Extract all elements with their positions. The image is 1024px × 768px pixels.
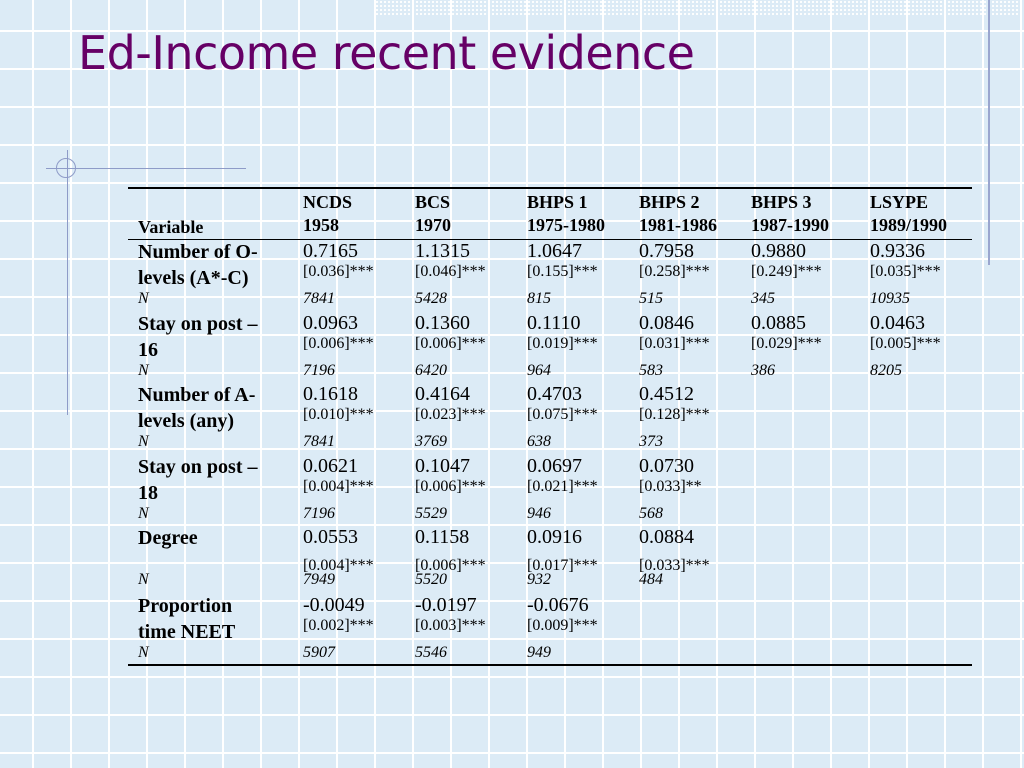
std-error-cell: [0.249]***	[751, 263, 822, 280]
std-error-cell: [0.031]***	[639, 335, 710, 352]
column-header-years: 1975-1980	[527, 215, 605, 235]
coefficient-cell: 0.1618	[303, 383, 358, 405]
row-variable-label: Stay on post –	[138, 313, 258, 335]
coefficient-cell: 0.9880	[751, 240, 806, 262]
coefficient-cell: 0.4164	[415, 383, 470, 405]
sample-size-cell: 345	[751, 290, 775, 307]
sample-size-cell: 5529	[415, 505, 447, 522]
coefficient-cell: 0.0916	[527, 526, 582, 548]
decorative-vertical-line	[67, 150, 68, 415]
std-error-cell: [0.035]***	[870, 263, 941, 280]
sample-size-cell: 964	[527, 362, 551, 379]
std-error-cell: [0.006]***	[415, 478, 486, 495]
coefficient-cell: 0.0697	[527, 455, 582, 477]
coefficient-cell: 0.7165	[303, 240, 358, 262]
std-error-cell: [0.006]***	[415, 557, 486, 574]
std-error-cell: [0.023]***	[415, 406, 486, 423]
column-header-years: 1989/1990	[870, 215, 948, 235]
std-error-cell: [0.010]***	[303, 406, 374, 423]
coefficient-cell: 0.9336	[870, 240, 925, 262]
coefficient-cell: 0.0553	[303, 526, 358, 548]
std-error-cell: [0.005]***	[870, 335, 941, 352]
std-error-cell: [0.033]**	[639, 478, 702, 495]
column-header-name: BHPS 3	[751, 192, 812, 212]
row-variable-label: Stay on post –	[138, 456, 258, 478]
std-error-cell: [0.036]***	[303, 263, 374, 280]
std-error-cell: [0.004]***	[303, 478, 374, 495]
sample-size-cell: 5907	[303, 644, 335, 661]
sample-size-cell: 515	[639, 290, 663, 307]
sample-size-cell: 568	[639, 505, 663, 522]
column-header-name: BCS	[415, 192, 451, 212]
row-variable-label: levels (any)	[138, 410, 235, 432]
table-top-rule	[128, 187, 972, 189]
std-error-cell: [0.128]***	[639, 406, 710, 423]
coefficient-cell: 0.0730	[639, 455, 694, 477]
sample-size-cell: 946	[527, 505, 551, 522]
std-error-cell: [0.019]***	[527, 335, 598, 352]
coefficient-cell: 0.0963	[303, 312, 358, 334]
std-error-cell: [0.029]***	[751, 335, 822, 352]
coefficient-cell: 0.4512	[639, 383, 694, 405]
coefficient-cell: 0.1047	[415, 455, 470, 477]
row-n-label: N	[138, 571, 149, 588]
std-error-cell: [0.155]***	[527, 263, 598, 280]
variable-header: Variable	[138, 217, 204, 237]
sample-size-cell: 5520	[415, 571, 447, 588]
row-n-label: N	[138, 362, 149, 379]
slide-title: Ed-Income recent evidence	[78, 26, 695, 80]
decorative-dot-band	[375, 0, 1024, 16]
decorative-vertical-rule	[988, 0, 990, 265]
coefficient-cell: 0.0463	[870, 312, 925, 334]
sample-size-cell: 7196	[303, 362, 335, 379]
decorative-horizontal-line	[46, 168, 246, 169]
column-header-years: 1981-1986	[639, 215, 717, 235]
std-error-cell: [0.006]***	[303, 335, 374, 352]
decorative-circle	[56, 158, 76, 178]
column-header-years: 1987-1990	[751, 215, 829, 235]
row-variable-label: time NEET	[138, 621, 236, 643]
std-error-cell: [0.046]***	[415, 263, 486, 280]
row-variable-label: Number of O-	[138, 241, 258, 263]
column-header-name: BHPS 1	[527, 192, 588, 212]
std-error-cell: [0.003]***	[415, 617, 486, 634]
sample-size-cell: 8205	[870, 362, 902, 379]
column-header-name: NCDS	[303, 192, 353, 212]
std-error-cell: [0.258]***	[639, 263, 710, 280]
column-header-name: LSYPE	[870, 192, 929, 212]
row-variable-label: 18	[138, 482, 158, 504]
std-error-cell: [0.006]***	[415, 335, 486, 352]
std-error-cell: [0.075]***	[527, 406, 598, 423]
coefficient-cell: 0.0846	[639, 312, 694, 334]
std-error-cell: [0.009]***	[527, 617, 598, 634]
coefficient-cell: 0.4703	[527, 383, 582, 405]
coefficient-cell: 0.0884	[639, 526, 694, 548]
row-variable-label: Number of A-	[138, 384, 256, 406]
sample-size-cell: 932	[527, 571, 551, 588]
sample-size-cell: 638	[527, 433, 551, 450]
std-error-cell: [0.033]***	[639, 557, 710, 574]
sample-size-cell: 815	[527, 290, 551, 307]
sample-size-cell: 583	[639, 362, 663, 379]
column-header-name: BHPS 2	[639, 192, 700, 212]
std-error-cell: [0.017]***	[527, 557, 598, 574]
std-error-cell: [0.004]***	[303, 557, 374, 574]
column-header-years: 1970	[415, 215, 451, 235]
coefficient-cell: -0.0049	[303, 594, 365, 616]
sample-size-cell: 373	[639, 433, 663, 450]
column-header-years: 1958	[303, 215, 339, 235]
table-bottom-rule	[128, 664, 972, 666]
row-variable-label: levels (A*-C)	[138, 267, 249, 289]
row-n-label: N	[138, 433, 149, 450]
sample-size-cell: 7196	[303, 505, 335, 522]
sample-size-cell: 5428	[415, 290, 447, 307]
row-n-label: N	[138, 644, 149, 661]
sample-size-cell: 5546	[415, 644, 447, 661]
sample-size-cell: 6420	[415, 362, 447, 379]
sample-size-cell: 7949	[303, 571, 335, 588]
sample-size-cell: 386	[751, 362, 775, 379]
coefficient-cell: 0.1360	[415, 312, 470, 334]
sample-size-cell: 7841	[303, 433, 335, 450]
row-variable-label: Degree	[138, 527, 198, 549]
coefficient-cell: 0.0621	[303, 455, 358, 477]
std-error-cell: [0.021]***	[527, 478, 598, 495]
coefficient-cell: 0.1110	[527, 312, 581, 334]
row-variable-label: Proportion	[138, 595, 233, 617]
row-n-label: N	[138, 505, 149, 522]
sample-size-cell: 7841	[303, 290, 335, 307]
coefficient-cell: 0.0885	[751, 312, 806, 334]
row-n-label: N	[138, 290, 149, 307]
coefficient-cell: 1.1315	[415, 240, 470, 262]
coefficient-cell: 1.0647	[527, 240, 582, 262]
coefficient-cell: -0.0197	[415, 594, 477, 616]
coefficient-cell: 0.7958	[639, 240, 694, 262]
sample-size-cell: 3769	[415, 433, 447, 450]
coefficient-cell: 0.1158	[415, 526, 470, 548]
sample-size-cell: 10935	[870, 290, 910, 307]
std-error-cell: [0.002]***	[303, 617, 374, 634]
row-variable-label: 16	[138, 339, 158, 361]
sample-size-cell: 949	[527, 644, 551, 661]
coefficient-cell: -0.0676	[527, 594, 589, 616]
sample-size-cell: 484	[639, 571, 663, 588]
